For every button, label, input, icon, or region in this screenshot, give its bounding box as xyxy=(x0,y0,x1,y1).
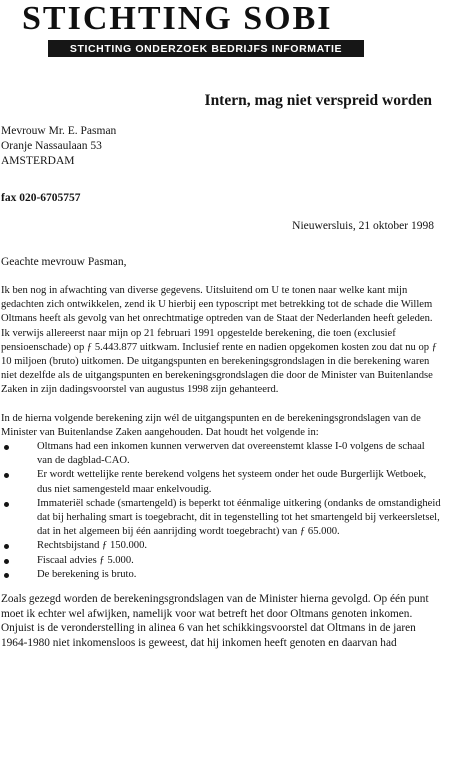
address-line-name: Mevrouw Mr. E. Pasman xyxy=(1,125,117,137)
list-item: Immateriël schade (smartengeld) is beperkt tot éénmalige uitkering (ondanks de omstandigheid dat bij herhaling smart is toegebracht, dit in tegenstelling tot het smartengeld bij verkeersletsel, dat in het algemeen bij één aanrijding wordt toegebracht) van ƒ 65.000. xyxy=(1,497,441,540)
paragraph-income-deviation: Zoals gezegd worden de berekeningsgrondslagen van de Minister hierna gevolgd. Op één punt moet ik echter wel afwijken, namelijk voor wat betreft het door Oltmans genoten inkomen. Onjuist is de veronderstelling in alinea 6 van het schikkingsvoorstel dat Oltmans in de jaren 1964-1980 niet inkomensloos is geweest, dat hij inkomen heeft genoten en daarvan had xyxy=(1,593,429,649)
recipient-address xyxy=(1,124,116,169)
confidential-notice: Intern, mag niet verspreid worden xyxy=(204,92,432,109)
organization-subtitle: STICHTING ONDERZOEK BEDRIJFS INFORMATIE xyxy=(48,40,364,57)
letterhead xyxy=(22,2,382,57)
salutation: Geachte mevrouw Pasman, xyxy=(1,256,127,268)
paragraph-minister-basis: In de hierna volgende berekening zijn wél de uitgangspunten en de berekeningsgrondslagen van de Minister van Buitenlandse Zaken aangehouden. Dat houdt het volgende in: xyxy=(1,412,421,438)
letter-date: Nieuwersluis, 21 oktober 1998 xyxy=(292,220,434,232)
list-item: Oltmans had een inkomen kunnen verwerven dat overeenstemt klasse I-0 volgens de schaal van de dagblad-CAO. xyxy=(1,440,441,468)
calculation-basis-list xyxy=(1,440,441,582)
paragraph-earlier-calculation: Ik verwijs allereerst naar mijn op 21 februari 1991 opgestelde berekening, die toen (exclusief pensioenschade) op ƒ 5.443.877 uitkwam. Inclusief rente en nadien opgekomen kosten zou dat nu op ƒ 10 miljoen (bruto) uitkomen. De uitgangspunten en berekeningsgrondslagen in die berekening waren niet dezelfde als de uitgangspunten en berekeningsgrondslagen die door de Minister van Buitenlandse Zaken in zijn dadingsvoorstel van augustus 1998 zijn gehanteerd. xyxy=(1,327,437,396)
paragraph-intro: Ik ben nog in afwachting van diverse gegevens. Uitsluitend om U te tonen naar welke kant mijn gedachten zich ontwikkelen, zend ik U hierbij een typoscript met betrekking tot de schade die Willem Oltmans heeft als gevolg van het onrechtmatige optreden van de Staat der Nederlanden heeft geleden. xyxy=(1,285,433,325)
list-item: Fiscaal advies ƒ 5.000. xyxy=(1,554,441,568)
letter-body xyxy=(1,284,441,650)
organization-name: STICHTING SOBI xyxy=(22,0,333,37)
address-line-city: AMSTERDAM xyxy=(1,155,75,167)
fax-number: fax 020-6705757 xyxy=(1,192,81,204)
list-item: Er wordt wettelijke rente berekend volgens het systeem onder het oude Burgerlijk Wetboek, dus niet samengesteld maar enkelvoudig. xyxy=(1,468,441,496)
address-line-street: Oranje Nassaulaan 53 xyxy=(1,140,102,152)
list-item: Rechtsbijstand ƒ 150.000. xyxy=(1,539,441,553)
list-item: De berekening is bruto. xyxy=(1,568,441,582)
